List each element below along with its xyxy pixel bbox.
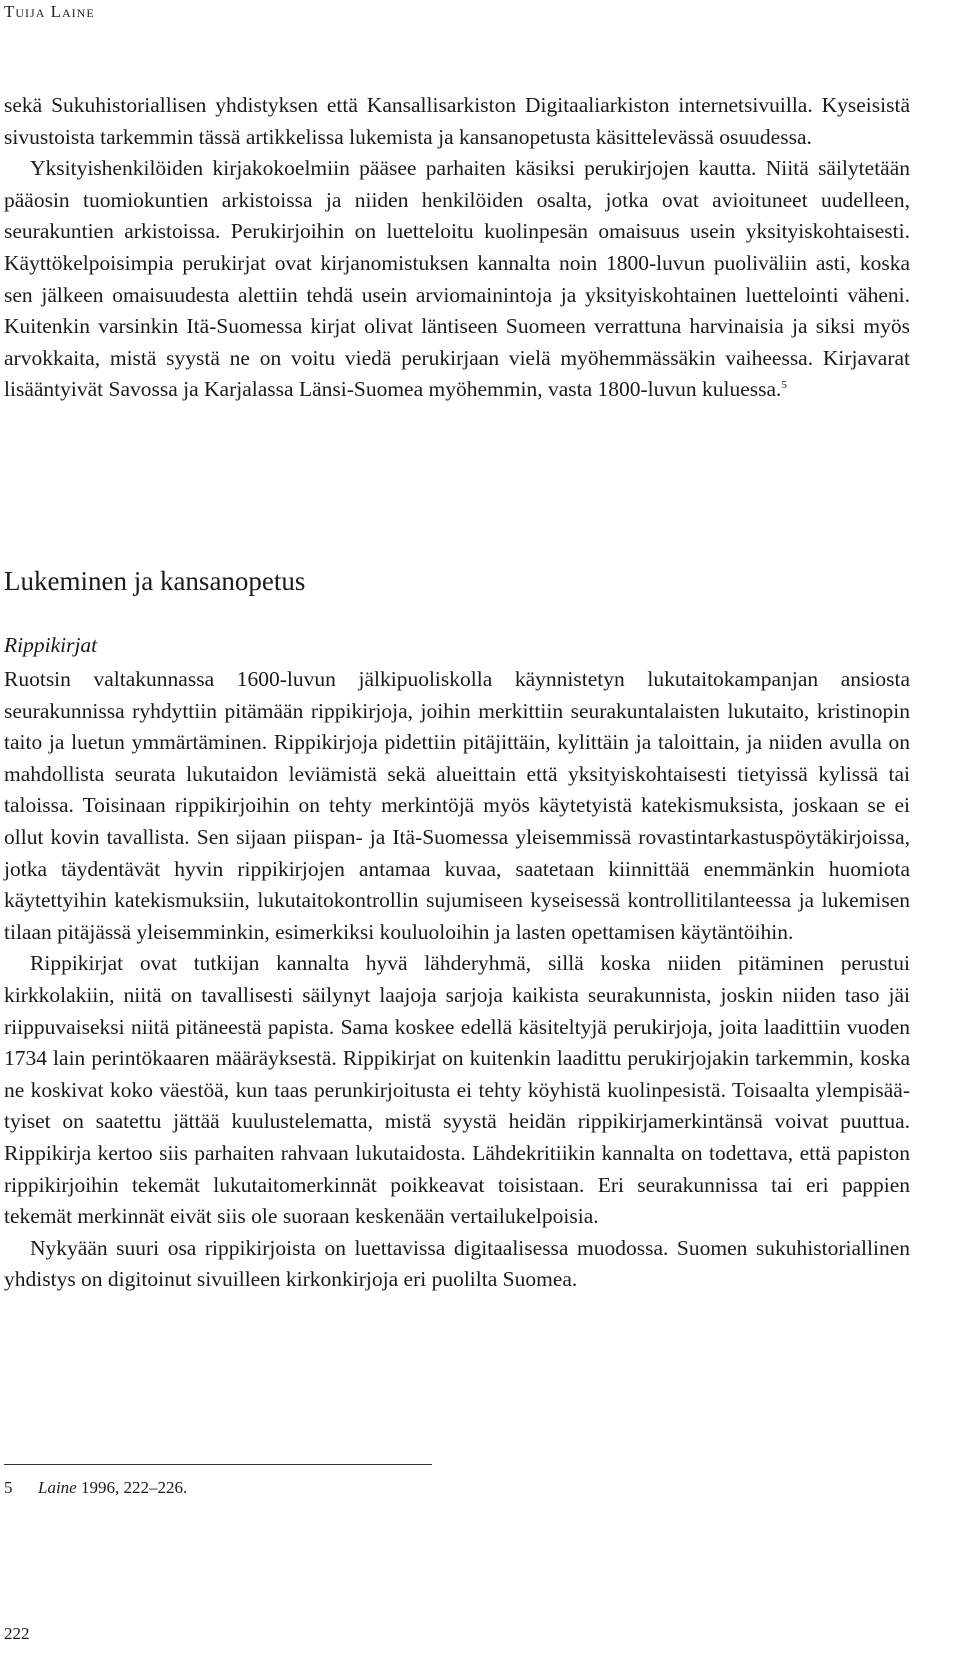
footnote-author: Laine	[38, 1478, 77, 1497]
paragraph-text: Yksityishenkilöiden kirjakokoelmiin pääsee parhaiten käsiksi perukirjojen kautta. Niitä säilytetään pääosin tuomiokuntien arkistoissa ja niiden henkilöiden osalta, jotka ovat avioituneet uudelleen, seurakuntien arkistoissa. Perukirjoihin on luetteloitu kuolinpesän omaisuus usein yksityiskohtaisesti. Käyttökelpoisimpia perukirjat ovat kirjanomistuksen kannalta noin 1800-luvun puoliväliin asti, koska sen jälkeen omaisuudesta alettiin tehdä usein arviomainintoja ja yksityiskohtainen luettelointi väheni. Kuitenkin varsinkin Itä-Suomessa kirjat olivat läntiseen Suomeen verrattuna harvinaisia ja siksi myös arvokkaita, mistä syystä ne on voitu viedä perukirjaan vielä myöhemmässäkin vaiheessa. Kirjavarat lisääntyivät Savossa ja Karjalassa Länsi-Suomea myöhemmin, vasta 1800-luvun kuluessa.	[4, 156, 910, 402]
running-head: Tuija Laine	[4, 2, 95, 21]
paragraph: Ruotsin valtakunnassa 1600-luvun jälkipuoliskolla käynnistetyn lukutaitokampanjan ansiosta seurakunnissa ryhdyttiin pitämään rippikirjoja, joihin merkittiin seurakuntalaisten lukutaito, kristinopin taito ja luetun ymmärtäminen. Rippikirjoja pidettiin pitäjittäin, kylittäin ja taloittain, ja niiden avulla on mahdollista seurata lukutaidon leviämistä sekä alueittain että yksityiskohtaisesti tietyissä kylissä tai taloissa. Toisinaan rippikirjoihin on tehty merkintöjä myös käytetyistä katekismuksista, joskaan se ei ollut kovin tavallista. Sen sijaan piispan- ja Itä-Suomessa yleisemmissä rovastintarkastuspöytäkirjoissa, jotka täydentävät hyvin rippikirjojen antamaa kuvaa, saatetaan kiinnittää enemmänkin huomiota käytettyihin katekismuksiin, lukutaitokontrollin sujumiseen kyseisessä kontrollitilanteessa ja lukemisen tilaan pitäjässä yleisemminkin, esimerkiksi kouluoloihin ja lasten opettamisen käytäntöihin.	[4, 667, 910, 944]
footnote	[4, 1478, 187, 1498]
footnote-divider	[4, 1464, 432, 1465]
paragraph	[4, 153, 910, 406]
footnote-citation: 1996, 222–226.	[76, 1478, 188, 1497]
subsection-heading: Rippikirjat	[4, 633, 98, 657]
section-2-body	[4, 664, 910, 1296]
footnote-number: 5	[4, 1478, 13, 1497]
section-heading: Lukeminen ja kansanopetus	[4, 566, 306, 596]
paragraph: sekä Sukuhistoriallisen yhdistyksen että Kansallisarkiston Digitaaliarkiston internetsivuilla. Kyseisistä sivustoista tarkemmin tässä artikkelissa lukemista ja kansanopetusta käsittelevässä osuudessa.	[4, 93, 910, 149]
paragraph: Rippikirjat ovat tutkijan kannalta hyvä lähderyhmä, sillä koska niiden pitäminen perustui kirkkolakiin, niitä on tavallisesti säilynyt laajoja sarjoja kaikista seurakunnista, joskin niiden taso jäi riippuvaiseksi niitä pitäneestä papista. Sama koskee edellä käsiteltyjä perukirjoja, joita laadittiin vuoden 1734 lain perintökaaren määräyksestä. Rippikirjat on kuitenkin laadittu perukirjojakin tarkemmin, koska ne koskivat koko väestöä, kun taas perunkirjoitusta ei tehty köyhistä kuolinpesistä. Toisaalta ylempisäätyiset on saatettu jättää kuulustelematta, mistä syystä heidän rippikirjamerkintänsä voivat puuttua. Rippikirja kertoo siis parhaiten rahvaan lukutaidosta. Lähdekritiikin kannalta on todettava, että papiston rippikirjoihin tekemät lukutaitomerkinnät poikkeavat toisistaan. Eri seurakunnissa tai eri pappien tekemät merkinnät eivät siis ole suoraan keskenään vertailukelpoisia.	[4, 951, 910, 1229]
footnote-reference[interactable]: 5	[781, 379, 787, 392]
page-number: 222	[4, 1624, 30, 1643]
section-1-body	[4, 90, 910, 406]
paragraph: Nykyään suuri osa rippikirjoista on luettavissa digitaalisessa muodossa. Suomen sukuhistoriallinen yhdistys on digitoinut sivuilleen kirkonkirjoja eri puolilta Suomea.	[4, 1235, 910, 1292]
